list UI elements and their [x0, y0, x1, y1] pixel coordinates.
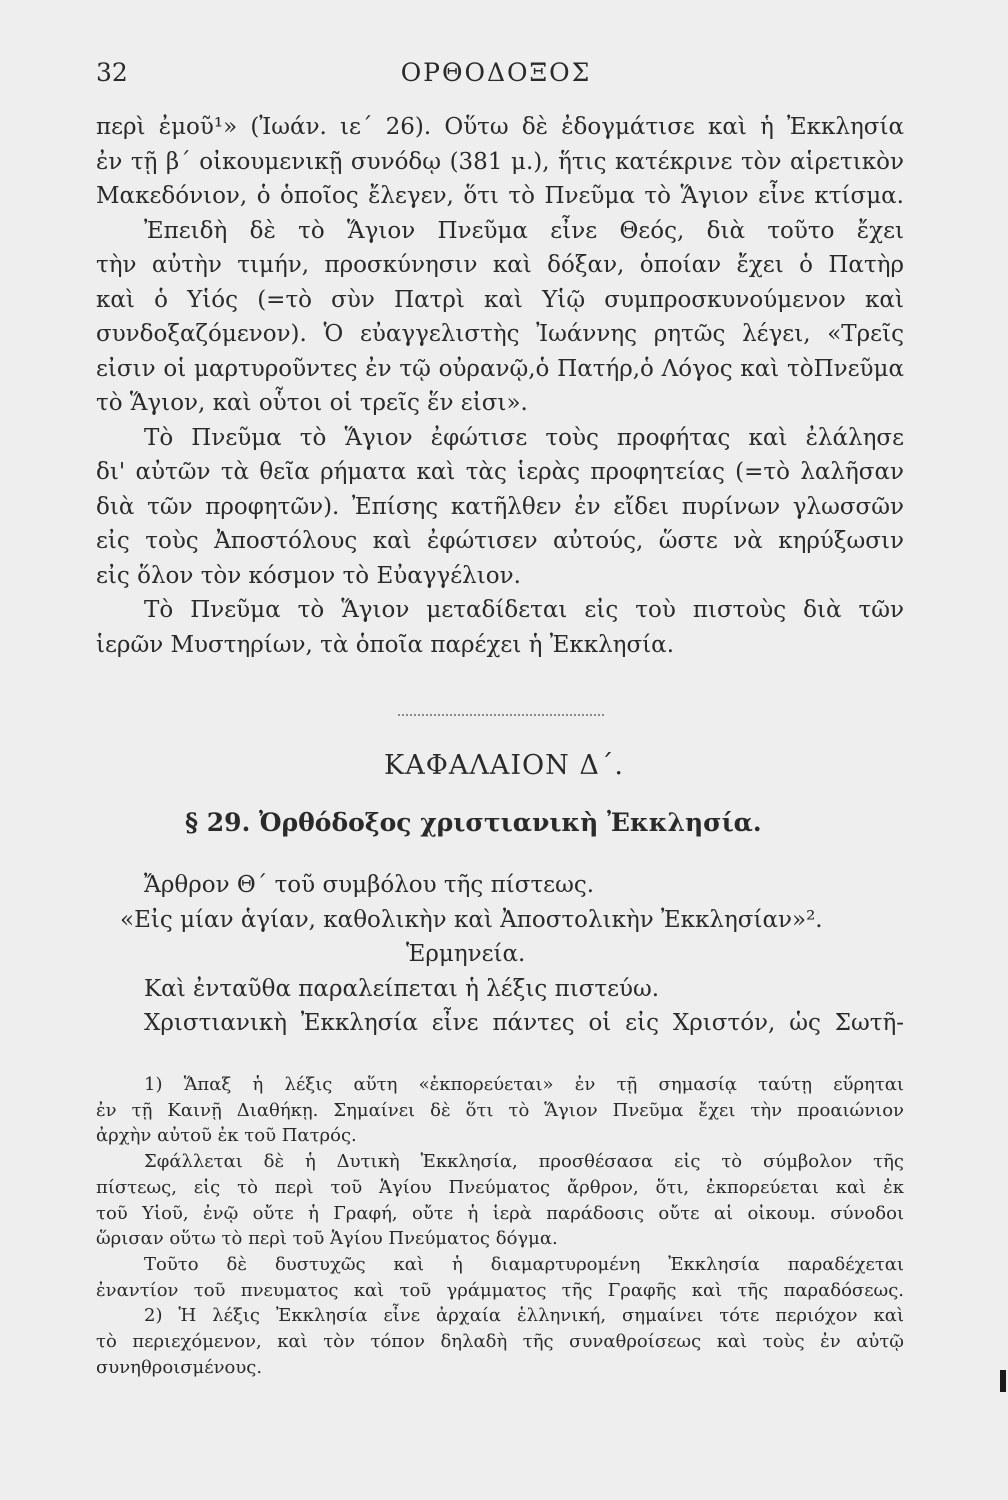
text-line: Τὸ Πνεῦμα τὸ Ἅγιον μεταδίδεται εἰς τοὺ πιστοὺς διὰ τῶν [144, 597, 904, 623]
running-title: ΟΡΘΟΔΟΞΟΣ [400, 58, 592, 87]
footnote-line: Σφάλλεται δὲ ἡ Δυτικὴ Ἐκκλησία, προσθέσασα εἰς τὸ σύμβολον τῆς [144, 1151, 904, 1173]
footnote-line: ἐναντίον τοῦ πνευματος καὶ τοῦ γράμματος τῆς Γραφῆς καὶ τῆς παραδόσεως. [96, 1279, 904, 1301]
text-line: εἰσιν οἱ μαρτυροῦντες ἐν τῷ οὐρανῷ,ὁ Πατήρ,ὁ Λόγος καὶ τὸΠνεῦμα [96, 355, 904, 382]
text-line: εἰς ὅλον τὸν κόσμον τὸ Εὐαγγέλιον. [96, 562, 521, 589]
page-header [96, 48, 896, 92]
text-line: τὸ Ἅγιον, καὶ οὗτοι οἱ τρεῖς ἕν εἰσι». [96, 390, 528, 416]
text-line: Τὸ Πνεῦμα τὸ Ἅγιον ἐφώτισε τοὺς προφήτας καὶ ἐλάλησε [144, 424, 904, 451]
text-line: περὶ ἐμοῦ¹» (Ἰωάν. ιε΄ 26). Οὕτω δὲ ἐδογμάτισε καὶ ἡ Ἐκκλησία [96, 114, 904, 140]
text-line: διὰ τῶν προφητῶν). Ἐπίσης κατῆλθεν ἐν εἴδει πυρίνων γλωσσῶν [96, 493, 904, 520]
text-line: ἐν τῇ β΄ οἰκουμενικῇ συνόδῳ (381 μ.), ἥτις κατέκρινε τὸν αἱρετικὸν [96, 148, 904, 175]
text-line: Ἄρθρον Θ΄ τοῦ συμβόλου τῆς πίστεως. [144, 872, 595, 898]
creed-quote: «Εἰς μίαν ἁγίαν, καθολικὴν καὶ Ἀποστολικὴν Ἐκκλησίαν»². [120, 906, 823, 933]
page-number: 32 [96, 58, 128, 87]
footnote-line: ἀρχὴν αὐτοῦ ἐκ τοῦ Πατρός. [96, 1125, 357, 1147]
text-line: Καὶ ἐνταῦθα παραλείπεται ἡ λέξις πιστεύω. [144, 975, 660, 1002]
text-line: τὴν αὐτὴν τιμήν, προσκύνησιν καὶ δόξαν, ὁποίαν ἔχει ὁ Πατὴρ [96, 252, 904, 278]
footnote-line: 1) Ἅπαξ ἡ λέξις αὕτη «ἐκπορεύεται» ἐν τῇ σημασίᾳ ταύτῃ εὕρηται [144, 1074, 904, 1095]
text-line: συνδοξαζόμενον). Ὁ εὐαγγελιστὴς Ἰωάννης ρητῶς λέγει, «Τρεῖς [96, 321, 904, 347]
footnote-line: 2) Ἡ λέξις Ἐκκλησία εἶνε ἀρχαία ἑλληνική, σημαίνει τότε περιόχον καὶ [144, 1305, 904, 1327]
footnote-line: τὸ περιεχόμενον, καὶ τὸν τόπον δηλαδὴ τῆς συναθροίσεως καὶ τοὺς ἐν αὐτῷ [96, 1331, 904, 1353]
text-line: καὶ ὁ Υἱός (=τὸ σὺν Πατρὶ καὶ Υἱῷ συμπροσκυνούμενον καὶ [96, 286, 904, 313]
footnote-line: πίστεως, εἰς τὸ περὶ τοῦ Ἁγίου Πνεύματος ἄρθρον, ὅτι, ἐκπορεύεται καὶ ἐκ [96, 1176, 904, 1198]
footnotes [96, 1072, 904, 1380]
page-edge-mark [1000, 1370, 1006, 1392]
footnote-line: ἐν τῇ Καινῇ Διαθήκῃ. Σημαίνει δὲ ὅτι τὸ Ἅγιον Πνεῦμα ἔχει τὴν προαιώνιον [96, 1099, 904, 1121]
footnote-line: Τοῦτο δὲ δυστυχῶς καὶ ἡ διαμαρτυρομένη Ἐκκλησία παραδέχεται [144, 1253, 904, 1275]
footnote-line: τοῦ Υἱοῦ, ἐνῷ οὔτε ἡ Γραφή, οὔτε ἡ ἱερὰ παράδοσις οὔτε αἱ οἰκουμ. σύνοδοι [96, 1202, 904, 1224]
text-line: δι' αὐτῶν τὰ θεῖα ρήματα καὶ τὰς ἱερὰς προφητείας (=τὸ λαλῆσαν [96, 459, 904, 485]
ornamental-divider [398, 714, 604, 722]
footnote-line: ὥρισαν οὕτω τὸ περὶ τοῦ Ἁγίου Πνεύματος δόγμα. [96, 1228, 558, 1250]
chapter-title: ΚΑΦΑΛΑΙΟΝ Δ΄. [384, 750, 624, 781]
text-line: Χριστιανικὴ Ἐκκλησία εἶνε πάντες οἱ εἰς Χριστόν, ὡς Σωτῆ- [144, 1010, 904, 1036]
text-line: Ἐπειδὴ δὲ τὸ Ἅγιον Πνεῦμα εἶνε Θεός, διὰ τοῦτο ἔχει [144, 217, 904, 244]
text-line: Μακεδόνιον, ὁ ὁποῖος ἔλεγεν, ὅτι τὸ Πνεῦμα τὸ Ἅγιον εἶνε κτίσμα. [96, 183, 904, 209]
section-heading: § 29. Ὀρθόδοξος χριστιανικὴ Ἐκκλησία. [185, 808, 762, 837]
footnote-line: συνηθροισμένους. [96, 1356, 263, 1378]
text-line: εἰς τοὺς Ἀποστόλους καὶ ἐφώτισεν αὐτούς, ὥστε νὰ κηρύξωσιν [96, 528, 904, 554]
main-text [96, 110, 904, 662]
interpretation-label: Ἑρμηνεία. [406, 941, 526, 967]
text-line: ἱερῶν Μυστηρίων, τὰ ὁποῖα παρέχει ἡ Ἐκκλησία. [96, 631, 675, 658]
article-text [96, 868, 904, 1041]
